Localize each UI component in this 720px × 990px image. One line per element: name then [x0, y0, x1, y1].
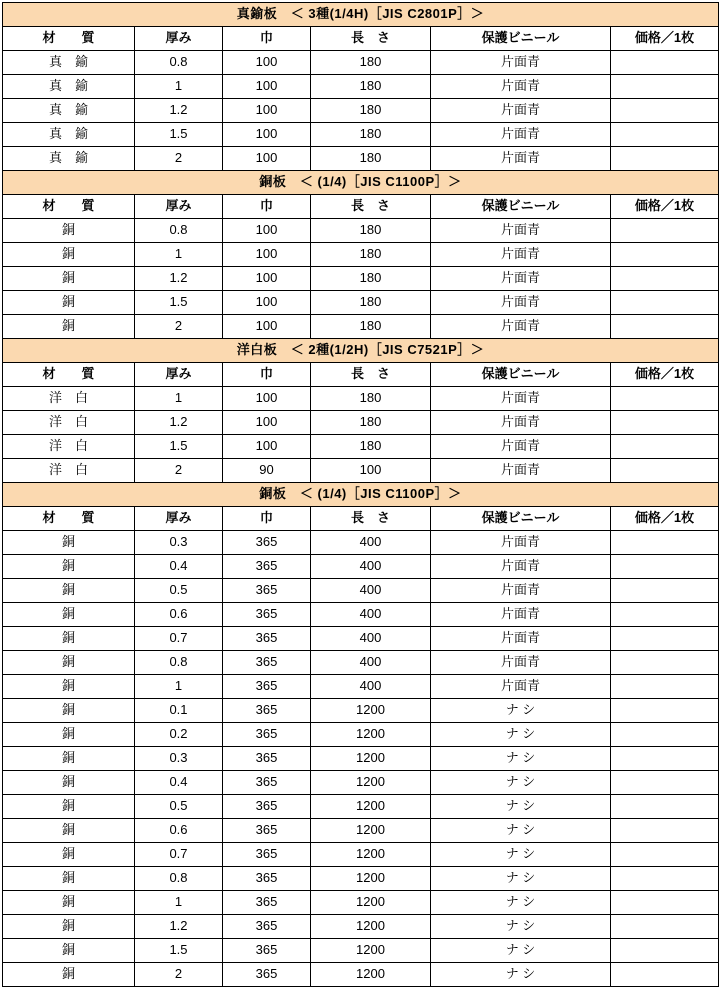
cell-vinyl: 片面青 [431, 627, 611, 651]
cell-vinyl: 片面青 [431, 459, 611, 483]
column-header-material: 材 質 [3, 195, 135, 219]
cell-material: 真 鍮 [3, 147, 135, 171]
cell-thickness: 1.5 [135, 291, 223, 315]
cell-thickness: 1.2 [135, 915, 223, 939]
column-header-row [3, 507, 719, 531]
cell-vinyl: ナ シ [431, 963, 611, 987]
cell-width: 365 [223, 891, 311, 915]
cell-material: 銅 [3, 771, 135, 795]
material-price-table [2, 2, 719, 987]
cell-width: 100 [223, 219, 311, 243]
section-header-row [3, 483, 719, 507]
cell-width: 365 [223, 939, 311, 963]
cell-price [611, 75, 719, 99]
cell-length: 400 [311, 579, 431, 603]
column-header-material: 材 質 [3, 27, 135, 51]
cell-width: 100 [223, 315, 311, 339]
column-header-price: 価格／1枚 [611, 27, 719, 51]
cell-material: 洋 白 [3, 459, 135, 483]
column-header-width: 巾 [223, 27, 311, 51]
table-row [3, 867, 719, 891]
cell-width: 365 [223, 579, 311, 603]
cell-price [611, 603, 719, 627]
cell-length: 400 [311, 675, 431, 699]
cell-length: 180 [311, 387, 431, 411]
cell-vinyl: ナ シ [431, 747, 611, 771]
section-title: 真鍮板 ＜ 3種(1/4H)［JIS C2801P］＞ [3, 3, 719, 27]
table-row [3, 219, 719, 243]
section-header-row [3, 339, 719, 363]
cell-price [611, 219, 719, 243]
table-row [3, 843, 719, 867]
cell-price [611, 819, 719, 843]
cell-thickness: 0.3 [135, 531, 223, 555]
price-list-sheet [2, 0, 718, 987]
table-row [3, 267, 719, 291]
column-header-row [3, 195, 719, 219]
cell-width: 365 [223, 555, 311, 579]
cell-length: 1200 [311, 891, 431, 915]
cell-material: 銅 [3, 579, 135, 603]
cell-length: 400 [311, 651, 431, 675]
cell-width: 365 [223, 819, 311, 843]
column-header-length: 長 さ [311, 27, 431, 51]
cell-price [611, 51, 719, 75]
cell-length: 1200 [311, 939, 431, 963]
table-row [3, 627, 719, 651]
cell-material: 銅 [3, 291, 135, 315]
cell-length: 400 [311, 603, 431, 627]
cell-width: 365 [223, 795, 311, 819]
cell-material: 銅 [3, 963, 135, 987]
table-row [3, 963, 719, 987]
cell-width: 100 [223, 411, 311, 435]
column-header-vinyl: 保護ビニール [431, 195, 611, 219]
table-row [3, 651, 719, 675]
cell-width: 365 [223, 603, 311, 627]
table-row [3, 675, 719, 699]
table-row [3, 723, 719, 747]
cell-length: 400 [311, 555, 431, 579]
cell-price [611, 867, 719, 891]
column-header-length: 長 さ [311, 363, 431, 387]
cell-length: 180 [311, 219, 431, 243]
table-row [3, 99, 719, 123]
cell-width: 365 [223, 675, 311, 699]
cell-thickness: 1.2 [135, 411, 223, 435]
cell-length: 1200 [311, 915, 431, 939]
cell-material: 真 鍮 [3, 75, 135, 99]
table-row [3, 819, 719, 843]
cell-vinyl: 片面青 [431, 411, 611, 435]
cell-price [611, 459, 719, 483]
cell-width: 365 [223, 651, 311, 675]
cell-thickness: 1 [135, 243, 223, 267]
cell-material: 銅 [3, 795, 135, 819]
cell-material: 銅 [3, 891, 135, 915]
cell-thickness: 0.2 [135, 723, 223, 747]
cell-width: 365 [223, 771, 311, 795]
cell-vinyl: 片面青 [431, 555, 611, 579]
cell-price [611, 147, 719, 171]
column-header-thickness: 厚み [135, 507, 223, 531]
cell-price [611, 891, 719, 915]
cell-length: 1200 [311, 843, 431, 867]
cell-thickness: 0.6 [135, 603, 223, 627]
table-row [3, 123, 719, 147]
cell-vinyl: ナ シ [431, 819, 611, 843]
cell-vinyl: 片面青 [431, 51, 611, 75]
cell-vinyl: 片面青 [431, 675, 611, 699]
cell-length: 1200 [311, 819, 431, 843]
cell-price [611, 651, 719, 675]
section-title: 銅板 ＜ (1/4)［JIS C1100P］＞ [3, 171, 719, 195]
cell-width: 100 [223, 51, 311, 75]
cell-vinyl: 片面青 [431, 387, 611, 411]
column-header-material: 材 質 [3, 507, 135, 531]
column-header-length: 長 さ [311, 507, 431, 531]
cell-length: 180 [311, 51, 431, 75]
column-header-price: 価格／1枚 [611, 507, 719, 531]
cell-width: 365 [223, 843, 311, 867]
column-header-material: 材 質 [3, 363, 135, 387]
section-title: 銅板 ＜ (1/4)［JIS C1100P］＞ [3, 483, 719, 507]
cell-price [611, 531, 719, 555]
column-header-vinyl: 保護ビニール [431, 27, 611, 51]
cell-length: 180 [311, 411, 431, 435]
cell-material: 銅 [3, 219, 135, 243]
cell-thickness: 1.5 [135, 435, 223, 459]
table-row [3, 51, 719, 75]
cell-width: 100 [223, 99, 311, 123]
column-header-width: 巾 [223, 507, 311, 531]
cell-thickness: 1 [135, 75, 223, 99]
table-row [3, 147, 719, 171]
cell-price [611, 579, 719, 603]
cell-price [611, 939, 719, 963]
cell-thickness: 0.3 [135, 747, 223, 771]
cell-vinyl: ナ シ [431, 795, 611, 819]
cell-length: 1200 [311, 771, 431, 795]
cell-vinyl: 片面青 [431, 315, 611, 339]
cell-length: 1200 [311, 699, 431, 723]
cell-material: 真 鍮 [3, 99, 135, 123]
cell-vinyl: ナ シ [431, 867, 611, 891]
cell-width: 100 [223, 435, 311, 459]
cell-material: 銅 [3, 747, 135, 771]
cell-length: 100 [311, 459, 431, 483]
cell-vinyl: 片面青 [431, 291, 611, 315]
cell-price [611, 771, 719, 795]
cell-width: 100 [223, 267, 311, 291]
cell-material: 真 鍮 [3, 123, 135, 147]
cell-length: 180 [311, 99, 431, 123]
cell-thickness: 0.7 [135, 627, 223, 651]
column-header-width: 巾 [223, 363, 311, 387]
column-header-thickness: 厚み [135, 27, 223, 51]
cell-material: 銅 [3, 939, 135, 963]
cell-price [611, 699, 719, 723]
table-row [3, 699, 719, 723]
table-row [3, 603, 719, 627]
cell-material: 銅 [3, 555, 135, 579]
column-header-vinyl: 保護ビニール [431, 507, 611, 531]
cell-length: 180 [311, 243, 431, 267]
cell-vinyl: 片面青 [431, 219, 611, 243]
cell-thickness: 1.2 [135, 267, 223, 291]
column-header-thickness: 厚み [135, 363, 223, 387]
cell-thickness: 1 [135, 891, 223, 915]
cell-width: 100 [223, 147, 311, 171]
cell-price [611, 435, 719, 459]
cell-material: 銅 [3, 819, 135, 843]
cell-price [611, 243, 719, 267]
cell-price [611, 555, 719, 579]
cell-width: 100 [223, 123, 311, 147]
cell-width: 90 [223, 459, 311, 483]
cell-material: 銅 [3, 675, 135, 699]
cell-price [611, 99, 719, 123]
cell-vinyl: 片面青 [431, 531, 611, 555]
cell-width: 365 [223, 699, 311, 723]
cell-price [611, 411, 719, 435]
column-header-price: 価格／1枚 [611, 363, 719, 387]
cell-thickness: 1.2 [135, 99, 223, 123]
cell-length: 180 [311, 435, 431, 459]
cell-material: 銅 [3, 915, 135, 939]
cell-price [611, 123, 719, 147]
cell-vinyl: 片面青 [431, 243, 611, 267]
table-row [3, 579, 719, 603]
cell-thickness: 0.5 [135, 795, 223, 819]
cell-price [611, 747, 719, 771]
table-row [3, 915, 719, 939]
cell-thickness: 2 [135, 963, 223, 987]
cell-material: 洋 白 [3, 387, 135, 411]
cell-price [611, 675, 719, 699]
column-header-row [3, 27, 719, 51]
table-row [3, 795, 719, 819]
table-row [3, 459, 719, 483]
section-header-row [3, 171, 719, 195]
cell-material: 銅 [3, 699, 135, 723]
cell-width: 365 [223, 723, 311, 747]
cell-vinyl: ナ シ [431, 699, 611, 723]
cell-vinyl: ナ シ [431, 891, 611, 915]
cell-length: 180 [311, 75, 431, 99]
cell-thickness: 2 [135, 147, 223, 171]
cell-vinyl: 片面青 [431, 75, 611, 99]
cell-price [611, 843, 719, 867]
cell-length: 180 [311, 147, 431, 171]
cell-material: 銅 [3, 627, 135, 651]
column-header-thickness: 厚み [135, 195, 223, 219]
cell-length: 180 [311, 291, 431, 315]
cell-length: 1200 [311, 795, 431, 819]
cell-width: 100 [223, 243, 311, 267]
cell-price [611, 795, 719, 819]
table-row [3, 435, 719, 459]
cell-thickness: 2 [135, 315, 223, 339]
table-row [3, 315, 719, 339]
cell-thickness: 0.1 [135, 699, 223, 723]
cell-vinyl: 片面青 [431, 99, 611, 123]
table-row [3, 243, 719, 267]
cell-vinyl: 片面青 [431, 435, 611, 459]
table-row [3, 771, 719, 795]
cell-width: 100 [223, 387, 311, 411]
cell-vinyl: 片面青 [431, 267, 611, 291]
cell-material: 銅 [3, 531, 135, 555]
cell-vinyl: ナ シ [431, 771, 611, 795]
cell-price [611, 915, 719, 939]
cell-thickness: 0.4 [135, 771, 223, 795]
cell-width: 100 [223, 291, 311, 315]
cell-width: 365 [223, 963, 311, 987]
cell-material: 洋 白 [3, 435, 135, 459]
column-header-width: 巾 [223, 195, 311, 219]
cell-vinyl: 片面青 [431, 579, 611, 603]
cell-price [611, 291, 719, 315]
cell-price [611, 723, 719, 747]
cell-width: 100 [223, 75, 311, 99]
cell-material: 真 鍮 [3, 51, 135, 75]
cell-thickness: 0.5 [135, 579, 223, 603]
table-row [3, 411, 719, 435]
cell-thickness: 1 [135, 675, 223, 699]
cell-length: 1200 [311, 723, 431, 747]
cell-material: 銅 [3, 603, 135, 627]
column-header-row [3, 363, 719, 387]
cell-material: 銅 [3, 723, 135, 747]
table-row [3, 291, 719, 315]
cell-vinyl: ナ シ [431, 723, 611, 747]
cell-thickness: 0.4 [135, 555, 223, 579]
cell-material: 銅 [3, 867, 135, 891]
cell-vinyl: ナ シ [431, 915, 611, 939]
cell-length: 1200 [311, 867, 431, 891]
cell-thickness: 0.8 [135, 651, 223, 675]
cell-price [611, 267, 719, 291]
cell-vinyl: 片面青 [431, 603, 611, 627]
column-header-length: 長 さ [311, 195, 431, 219]
column-header-price: 価格／1枚 [611, 195, 719, 219]
cell-vinyl: ナ シ [431, 939, 611, 963]
cell-material: 銅 [3, 267, 135, 291]
cell-thickness: 0.7 [135, 843, 223, 867]
table-row [3, 891, 719, 915]
cell-vinyl: 片面青 [431, 147, 611, 171]
cell-vinyl: 片面青 [431, 651, 611, 675]
cell-price [611, 315, 719, 339]
cell-thickness: 1.5 [135, 939, 223, 963]
cell-width: 365 [223, 531, 311, 555]
cell-width: 365 [223, 915, 311, 939]
cell-length: 1200 [311, 747, 431, 771]
cell-width: 365 [223, 627, 311, 651]
cell-length: 400 [311, 531, 431, 555]
cell-thickness: 1.5 [135, 123, 223, 147]
cell-length: 400 [311, 627, 431, 651]
cell-material: 銅 [3, 315, 135, 339]
cell-material: 銅 [3, 243, 135, 267]
cell-thickness: 0.8 [135, 219, 223, 243]
cell-material: 洋 白 [3, 411, 135, 435]
table-row [3, 531, 719, 555]
cell-vinyl: 片面青 [431, 123, 611, 147]
cell-width: 365 [223, 747, 311, 771]
cell-thickness: 2 [135, 459, 223, 483]
cell-vinyl: ナ シ [431, 843, 611, 867]
cell-length: 180 [311, 315, 431, 339]
cell-length: 1200 [311, 963, 431, 987]
table-row [3, 75, 719, 99]
section-title: 洋白板 ＜ 2種(1/2H)［JIS C7521P］＞ [3, 339, 719, 363]
cell-thickness: 0.6 [135, 819, 223, 843]
table-row [3, 387, 719, 411]
section-header-row [3, 3, 719, 27]
cell-price [611, 627, 719, 651]
cell-material: 銅 [3, 843, 135, 867]
cell-thickness: 1 [135, 387, 223, 411]
cell-price [611, 963, 719, 987]
cell-width: 365 [223, 867, 311, 891]
cell-thickness: 0.8 [135, 867, 223, 891]
table-row [3, 747, 719, 771]
column-header-vinyl: 保護ビニール [431, 363, 611, 387]
cell-material: 銅 [3, 651, 135, 675]
cell-thickness: 0.8 [135, 51, 223, 75]
table-row [3, 939, 719, 963]
cell-length: 180 [311, 123, 431, 147]
cell-length: 180 [311, 267, 431, 291]
table-row [3, 555, 719, 579]
cell-price [611, 387, 719, 411]
